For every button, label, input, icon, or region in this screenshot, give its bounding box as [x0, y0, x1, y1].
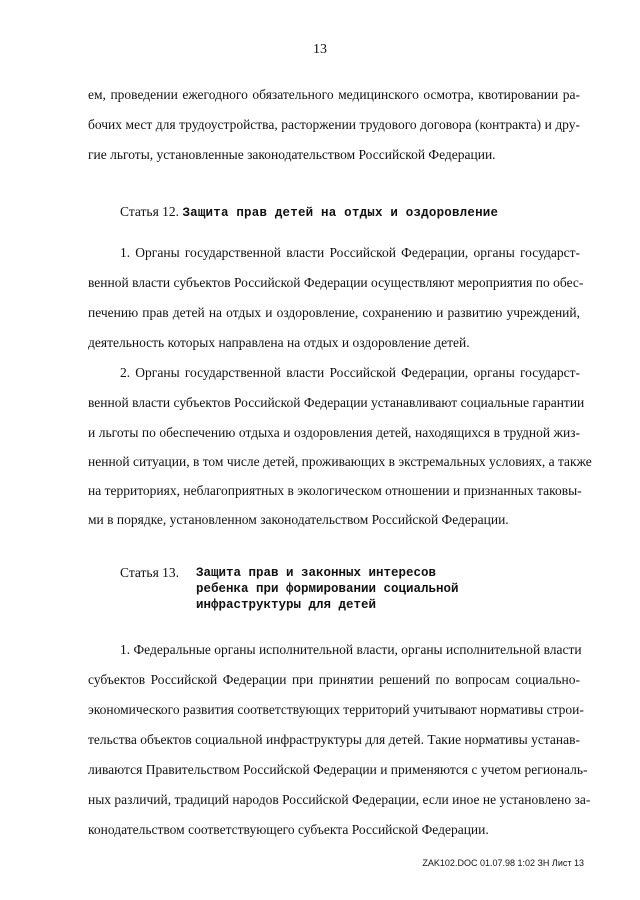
- article-12-p2-line-4: ненной ситуации, в том числе детей, проживающих в экстремальных условиях, а также: [88, 454, 592, 469]
- article-13-p1-line-6: ных различий, традиций народов Российской Федерации, если иное не установлено за-: [88, 792, 591, 807]
- article-13-p1-line-7: конодательством соответствующего субъекта Российской Федерации.: [88, 822, 489, 837]
- article-13-title-line-2: ребенка при формировании социальной: [196, 582, 459, 596]
- article-13-p1-line-1: 1. Федеральные органы исполнительной власти, органы исполнительной власти: [120, 642, 582, 657]
- article-12-p2-line-5: на территориях, неблагоприятных в экологическом отношении и признанных таковы-: [88, 483, 582, 498]
- article-12-p1-line-2: венной власти субъектов Российской Федерации осуществляют мероприятия по обес-: [88, 275, 584, 290]
- article-12-p2-line-6: ми в порядке, установленном законодательством Российской Федерации.: [88, 512, 509, 527]
- article-12-label: Статья 12.: [120, 204, 180, 219]
- intro-line-1: ем, проведении ежегодного обязательного медицинского осмотра, квотировании ра-: [88, 87, 580, 102]
- article-12-p1-line-1: 1. Органы государственной власти Российской Федерации, органы государст-: [120, 245, 580, 260]
- intro-line-2: бочих мест для трудоустройства, расторжении трудового договора (контракта) и дру-: [88, 117, 580, 132]
- article-12-p2-line-2: венной власти субъектов Российской Федерации устанавливают социальные гарантии: [88, 395, 585, 410]
- article-13-label: Статья 13.: [120, 565, 180, 580]
- article-13-heading: [120, 566, 179, 580]
- article-13-title-line-1: Защита прав и законных интересов: [196, 566, 437, 580]
- article-13-p1-line-4: тельства объектов социальной инфраструктуры для детей. Такие нормативы устанав-: [88, 732, 580, 747]
- article-12-p1-line-3: печению прав детей на отдых и оздоровление, сохранению и развитию учреждений,: [88, 305, 580, 320]
- document-footer: ZAK102.DOC 01.07.98 1:02 ЗН Лист 13: [422, 858, 584, 868]
- article-12-p2-line-3: и льготы по обеспечению отдыха и оздоровления детей, находящихся в трудной жиз-: [88, 425, 580, 440]
- article-12-p2-line-1: 2. Органы государственной власти Российской Федерации, органы государст-: [120, 365, 580, 380]
- article-13-p1-line-3: экономического развития соответствующих территорий учитывают нормативы строи-: [88, 702, 584, 717]
- article-12-p1-line-4: деятельность которых направлена на отдых и оздоровление детей.: [88, 335, 470, 350]
- article-13-p1-line-2: субъектов Российской Федерации при принятии решений по вопросам социально-: [88, 672, 580, 687]
- article-13-title-line-3: инфраструктуры для детей: [196, 598, 377, 612]
- page-number: 13: [313, 42, 327, 57]
- article-12-title: Защита прав детей на отдых и оздоровление: [182, 206, 499, 220]
- article-12-heading: [120, 205, 498, 220]
- article-13-p1-line-5: ливаются Правительством Российской Федерации и применяются с учетом региональ-: [88, 762, 588, 777]
- intro-line-3: гие льготы, установленные законодательством Российской Федерации.: [88, 147, 496, 162]
